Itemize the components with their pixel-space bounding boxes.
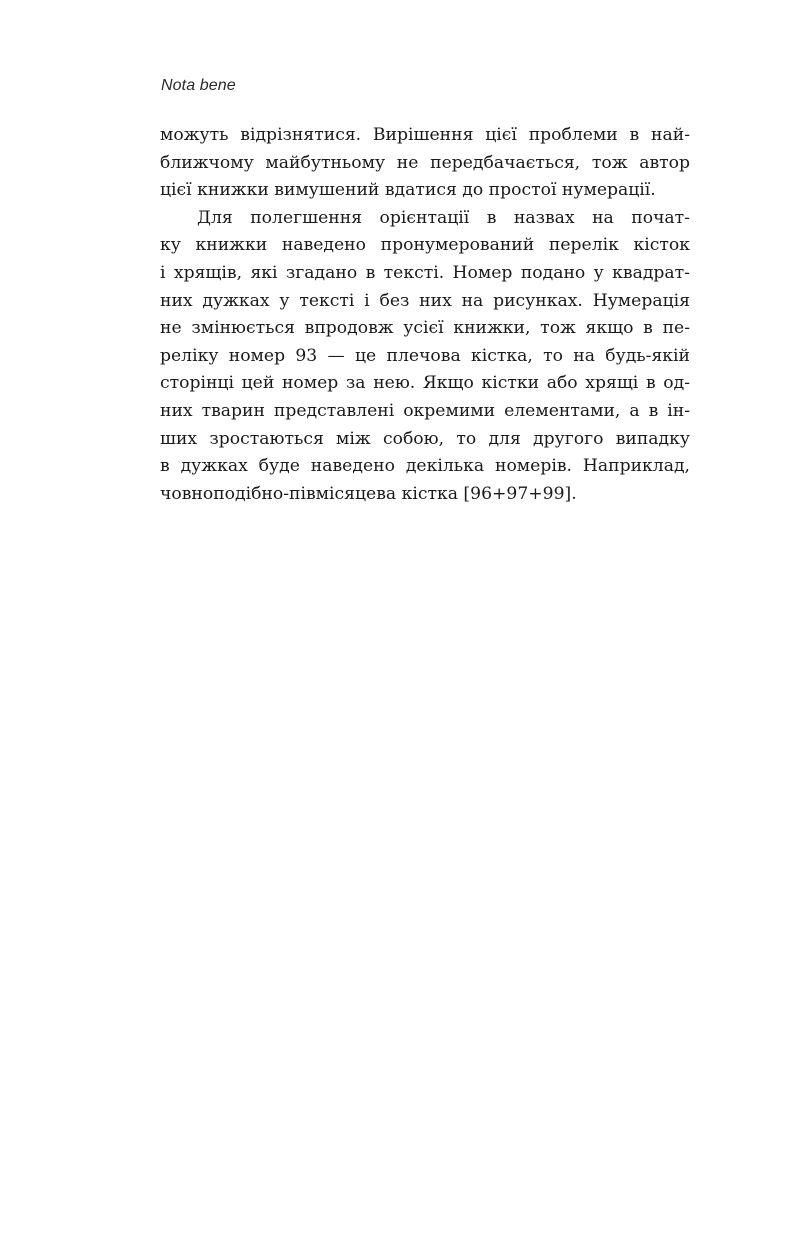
- paragraph-last-line: човноподібно-півмісяцева кістка [96+97+99].: [160, 483, 577, 504]
- text-line: можуть відрізнятися. Вирішення цієї проблеми в най-: [160, 125, 690, 145]
- running-head: Nota bene: [161, 77, 236, 94]
- text-line: них тварин представлені окремими елементами, а в ін-: [160, 400, 690, 421]
- text-line: ших зростаються між собою, то для другого випадку: [160, 428, 690, 449]
- text-line: і хрящів, які згадано в тексті. Номер подано у квадрат-: [160, 262, 690, 283]
- text-line: не змінюється впродовж усієї книжки, тож якщо в пе-: [160, 318, 690, 339]
- text-line: ближчому майбутньому не передбачається, тож автор: [160, 152, 690, 173]
- text-line: ку книжки наведено пронумерований перелік кісток: [160, 235, 690, 256]
- text-line: сторінці цей номер за нею. Якщо кістки або хрящі в од-: [160, 373, 690, 394]
- text-line: цієї книжки вимушений вдатися до простої нумерації.: [160, 180, 656, 201]
- text-line: них дужках у тексті і без них на рисунках. Нумерація: [160, 290, 690, 311]
- text-line: реліку номер 93 — це плечова кістка, то на будь-якій: [160, 345, 690, 366]
- body-text: [160, 122, 690, 508]
- paragraph-first-line: Для полегшення орієнтації в назвах на почат-: [197, 207, 690, 228]
- text-line: в дужках буде наведено декілька номерів. Наприклад,: [160, 456, 690, 477]
